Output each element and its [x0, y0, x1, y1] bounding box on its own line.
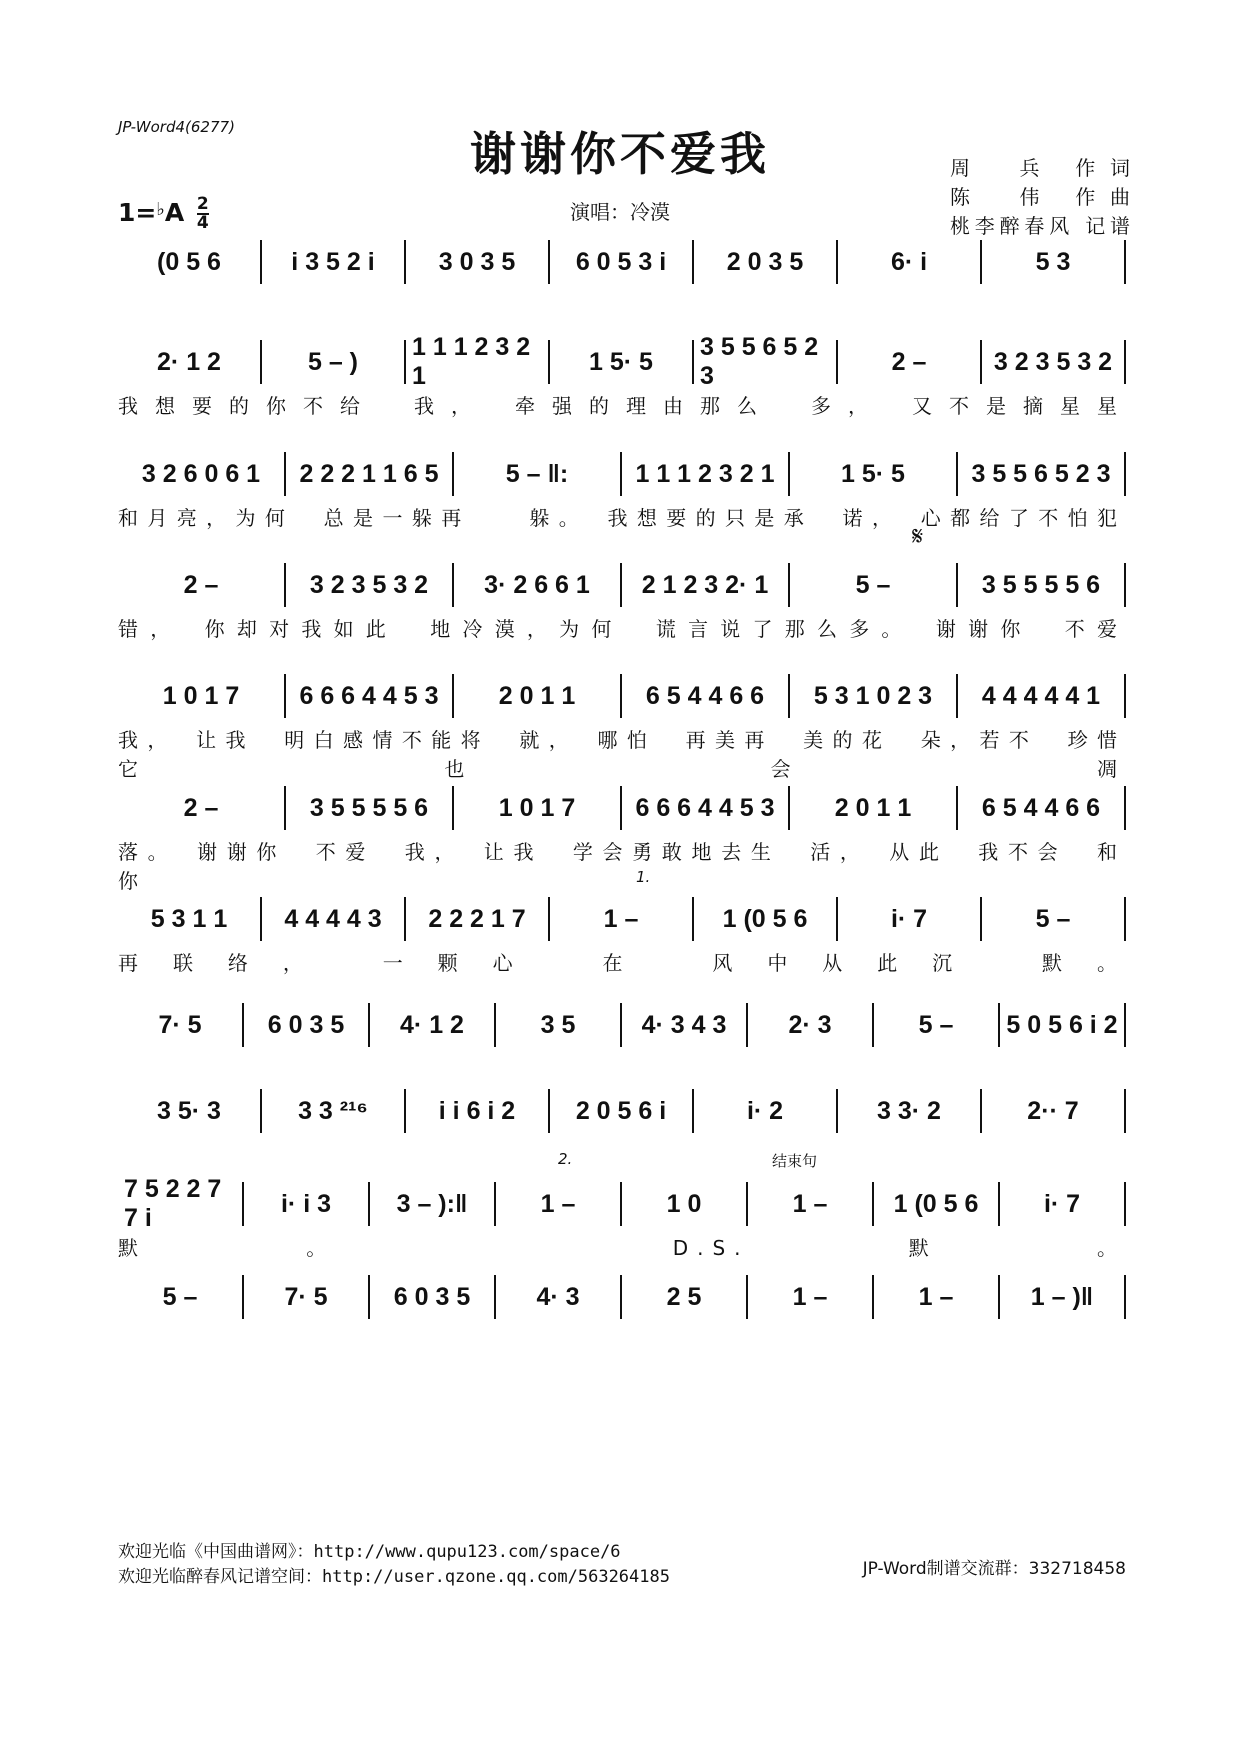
measure: 5 3 1 1 [150, 904, 228, 933]
measure: 2 2 2 1 1 6 5 [284, 452, 452, 496]
measure: 2 1 2 3 2· 1 [620, 563, 788, 607]
measure: 1 0 [620, 1182, 746, 1226]
measure: 3 3· 2 [836, 1089, 980, 1133]
notes-row [118, 786, 1126, 830]
singer: 演唱：冷漠 [570, 200, 670, 224]
meter-bottom: 4 [196, 213, 209, 233]
measure: (0 5 6 [157, 247, 221, 276]
measure: 1 (0 5 6 [872, 1182, 998, 1226]
measure: 1 0 1 7 [162, 681, 240, 710]
measure: 2 2 2 1 7 [404, 897, 548, 941]
lyrics-line: 和月亮，为何 总是一躲再 躲。 我想要的只是承 诺， 心都给了不怕犯 [118, 506, 1126, 530]
footer-group: JP-Word制谱交流群：332718458 [862, 1559, 1126, 1579]
measure: 3 2 6 0 6 1 [141, 459, 261, 488]
measure: 5 3 [980, 240, 1126, 284]
measure: 1 (0 5 6 [692, 897, 836, 941]
measure: 2 – [836, 340, 980, 384]
segno-sign: 𝄋 [912, 522, 924, 552]
measure: 2 0 3 5 [692, 240, 836, 284]
volta-1-label: 1. [636, 868, 651, 886]
measure: 1 – )‖ [998, 1275, 1126, 1319]
measure: 6 6 6 4 4 5 3 [620, 786, 788, 830]
ending-label: 结束句 [772, 1152, 818, 1170]
footer-links [118, 1540, 670, 1590]
measure: 3 3 ²¹⁶ [260, 1089, 404, 1133]
notes-row [118, 452, 1126, 496]
notes-row [118, 1089, 1126, 1133]
measure: 2 – [183, 793, 219, 822]
measure: 5 – [788, 563, 956, 607]
measure: i· 7 [836, 897, 980, 941]
measure: 1 5· 5 [788, 452, 956, 496]
measure: i· i 3 [242, 1182, 368, 1226]
measure: 3 5 [494, 1003, 620, 1047]
lyrics-line: 我想要的你不给 我， 牵强的理由那么 多， 又不是摘星星 [118, 394, 1126, 418]
measure: 5 – ‖: [452, 452, 620, 496]
measure: 5 0 5 6 i 2 [998, 1003, 1126, 1047]
measure: 4 4 4 4 3 [260, 897, 404, 941]
transcriber: 桃李醉春风 记谱 [950, 214, 1130, 238]
key-letter: A [164, 198, 185, 227]
measure: 1 1 1 2 3 2 1 [404, 340, 548, 384]
measure: 1 1 1 2 3 2 1 [620, 452, 788, 496]
measure: 5 – [980, 897, 1126, 941]
measure: 1 5· 5 [548, 340, 692, 384]
measure: 6 0 3 5 [368, 1275, 494, 1319]
measure: 3 2 3 5 3 2 [284, 563, 452, 607]
measure: 2 5 [620, 1275, 746, 1319]
lyrics-line: 落。 谢谢你 不爱 我， 让我 学会勇敢地去生 活， 从此 我不会 和你 [118, 840, 1126, 893]
footer-link-1: 欢迎光临《中国曲谱网》：http://www.qupu123.com/space/6 [118, 1542, 621, 1562]
measure: 3 5 5 5 5 6 [956, 563, 1126, 607]
measure: i· 7 [998, 1182, 1126, 1226]
measure: 3 5 5 6 5 2 3 [692, 340, 836, 384]
measure: 1 0 1 7 [452, 786, 620, 830]
lyrics-line: 默。 D.S.默。 [118, 1236, 1126, 1260]
measure: 4 4 4 4 4 1 [956, 674, 1126, 718]
measure: 6 0 5 3 i [548, 240, 692, 284]
meter-top: 2 [196, 194, 209, 214]
measure: 2· 3 [746, 1003, 872, 1047]
measure: 1 – [746, 1275, 872, 1319]
software-label: JP-Word4(6277) [118, 118, 235, 136]
measure: 3 5 5 5 5 6 [284, 786, 452, 830]
measure: 6· i [836, 240, 980, 284]
measure: 6 5 4 4 6 6 [620, 674, 788, 718]
measure: 3 5· 3 [157, 1096, 221, 1125]
notes-row [118, 563, 1126, 607]
lyrics-line: 错， 你却对我如此 地冷漠，为何 谎言说了那么多。 谢谢你 不爱 [118, 617, 1126, 641]
measure: 5 – [162, 1282, 198, 1311]
key-prefix: 1= [118, 198, 157, 227]
lyrics-line: 再联络， 一颗心 在 风中从此沉 默。 [118, 951, 1126, 975]
composer: 陈 伟 作曲 [950, 185, 1130, 209]
measure: 7· 5 [158, 1010, 202, 1039]
measure: 6 0 3 5 [242, 1003, 368, 1047]
measure: 4· 3 4 3 [620, 1003, 746, 1047]
footer-link-2: 欢迎光临醉春风记谱空间：http://user.qzone.qq.com/563264185 [118, 1567, 670, 1587]
measure: 1 – [548, 897, 692, 941]
measure: 5 – ) [260, 340, 404, 384]
measure: i i 6 i 2 [404, 1089, 548, 1133]
measure: 2· 1 2 [157, 347, 221, 376]
measure: 6 6 6 4 4 5 3 [284, 674, 452, 718]
measure: i· 2 [692, 1089, 836, 1133]
measure: 4· 3 [494, 1275, 620, 1319]
notes-row [118, 1175, 1126, 1232]
measure: 7 5 2 2 7 7 i [124, 1175, 222, 1232]
lyrics-line: 我， 让我 明白感情不能将 就， 哪怕 再美再 美的花 朵，若不 珍惜它也会凋 [118, 728, 1126, 781]
measure: 7· 5 [242, 1275, 368, 1319]
measure: 3 0 3 5 [404, 240, 548, 284]
measure: 2 0 1 1 [788, 786, 956, 830]
measure: 4· 1 2 [368, 1003, 494, 1047]
measure: 5 3 1 0 2 3 [788, 674, 956, 718]
notes-row [118, 240, 1126, 284]
notes-row [118, 1275, 1126, 1319]
measure: 3· 2 6 6 1 [452, 563, 620, 607]
measure: 3 – ):‖ [368, 1182, 494, 1226]
measure: 2 0 5 6 i [548, 1089, 692, 1133]
measure: 5 – [872, 1003, 998, 1047]
notes-row [118, 1003, 1126, 1047]
measure: 3 5 5 6 5 2 3 [956, 452, 1126, 496]
notes-row [118, 897, 1126, 941]
measure: i 3 5 2 i [260, 240, 404, 284]
measure: 1 – [872, 1275, 998, 1319]
song-title: 谢谢你不爱我 [470, 127, 770, 181]
measure: 6 5 4 4 6 6 [956, 786, 1126, 830]
measure: 2 – [183, 570, 219, 599]
lyricist: 周 兵 作词 [950, 156, 1130, 180]
flat-sign: ♭ [156, 199, 165, 220]
measure: 2 0 1 1 [452, 674, 620, 718]
measure: 1 – [746, 1182, 872, 1226]
measure: 3 2 3 5 3 2 [980, 340, 1126, 384]
volta-2-label: 2. [558, 1150, 573, 1168]
notes-row [118, 674, 1126, 718]
notes-row [118, 333, 1126, 390]
measure: 2·· 7 [980, 1089, 1126, 1133]
measure: 1 – [494, 1182, 620, 1226]
